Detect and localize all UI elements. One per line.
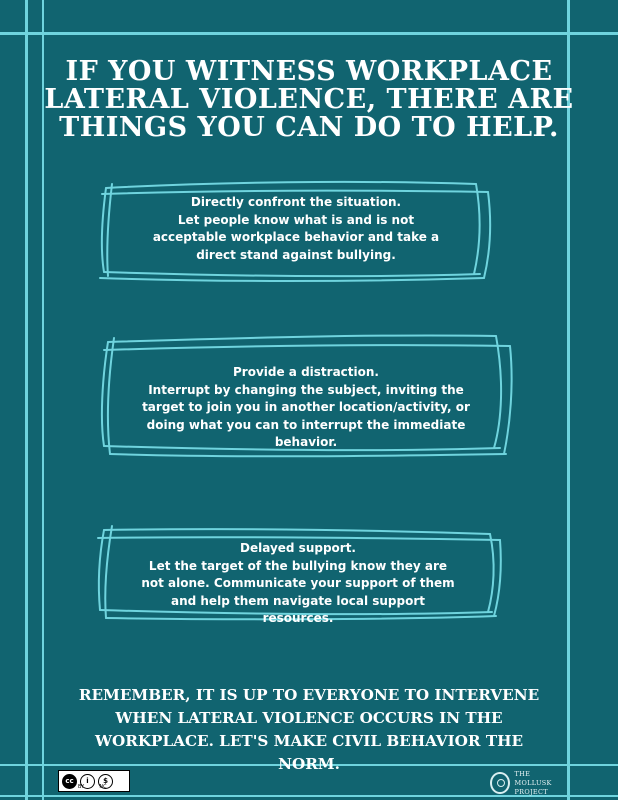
tip-body: Interrupt by changing the subject, inviting the target to join you in another location/activity, or doing what you can to interrupt the immediate behavior. [142, 382, 470, 449]
cc-icon: cc [62, 774, 77, 789]
license-labels [78, 784, 107, 790]
frame-line-left [25, 0, 28, 800]
tip-heading: Delayed support. [240, 541, 356, 555]
non-commercial-icon: $ [98, 774, 113, 789]
license-by-label: BY [78, 784, 85, 790]
tip-body: Let the target of the bullying know they are not alone. Communicate your support of them and help them navigate local support resources. [141, 558, 455, 625]
tip-card-confront [96, 178, 496, 283]
tip-heading: Directly confront the situation. [190, 195, 402, 209]
logo-line-1: THE MOLLUSK [514, 769, 552, 787]
tip-card-delayed-support [92, 522, 504, 625]
license-nc-label: NC [99, 784, 107, 790]
frame-line-top [0, 32, 618, 35]
snail-shell-icon [490, 772, 510, 794]
tip-heading: Provide a distraction. [233, 365, 379, 379]
page-title: IF YOU WITNESS WORKPLACE LATERAL VIOLENCE, THERE ARE THINGS YOU CAN DO TO HELP. [44, 56, 574, 143]
closing-message: REMEMBER, IT IS UP TO EVERYONE TO INTERVENE WHEN LATERAL VIOLENCE OCCURS IN THE WORKPLACE. LET'S MAKE CIVIL BEHAVIOR THE NORM. [78, 686, 540, 773]
mollusk-project-logo [490, 770, 562, 796]
logo-line-2: PROJECT [514, 787, 548, 796]
tip-body: Let people know what is and is not acceptable workplace behavior and take a direct stand against bullying. [152, 212, 440, 262]
tip-card-distraction [96, 330, 516, 460]
attribution-icon: i [80, 774, 95, 789]
